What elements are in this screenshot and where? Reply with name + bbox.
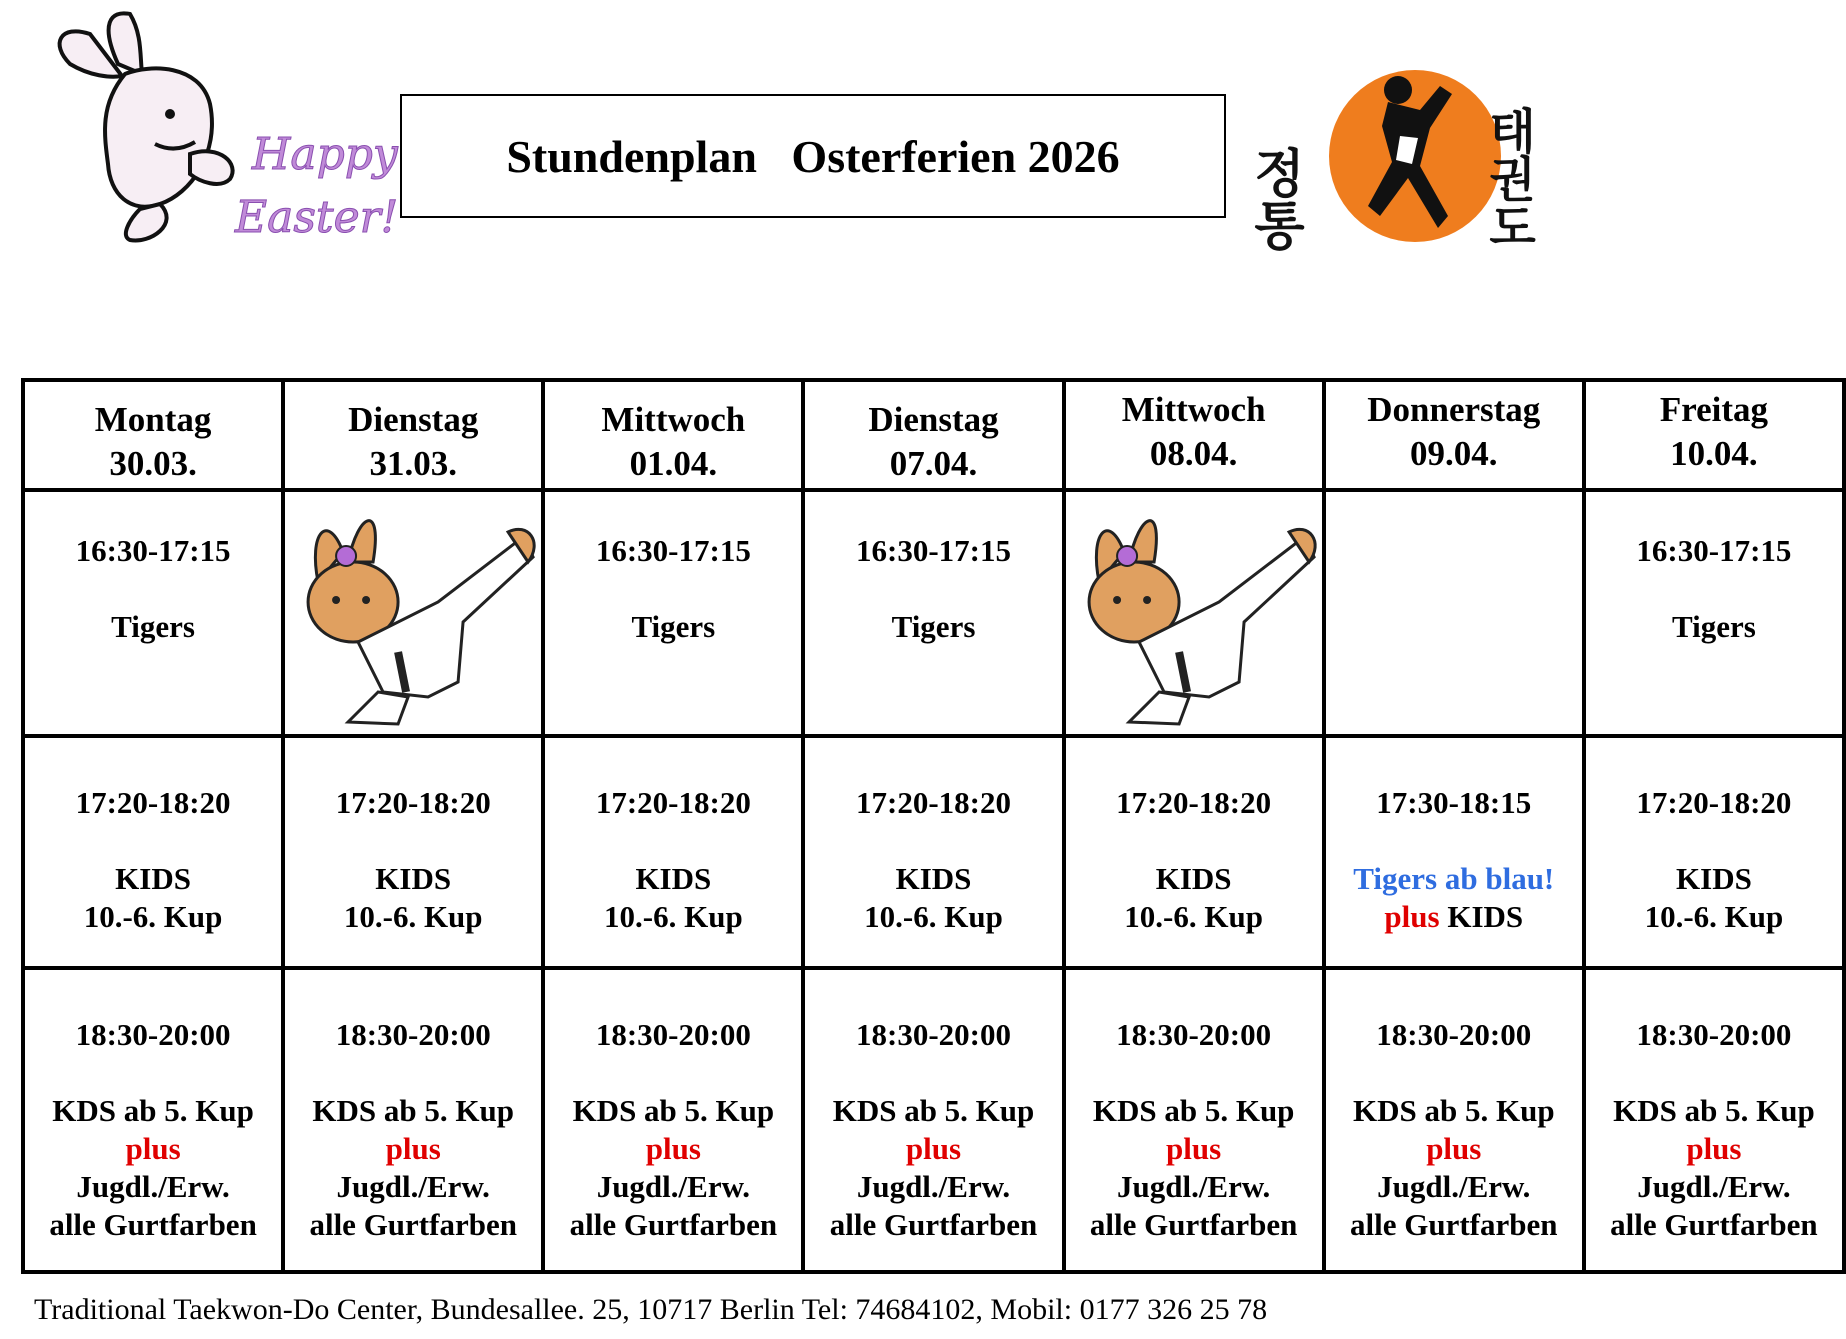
class-cell: 16:30-17:15 Tigers [1584, 490, 1844, 736]
day-header: Mittwoch 01.04. [543, 380, 803, 490]
logo-hangul-right: 태권도 [1480, 106, 1536, 250]
day-header-row [23, 380, 1844, 490]
plus-label: plus [1166, 1131, 1222, 1166]
day-header: Mittwoch 08.04. [1064, 380, 1324, 490]
tigers-ab-blau-note: Tigers ab blau! [1353, 861, 1555, 896]
class-cell: 17:20-18:20 KIDS 10.-6. Kup [803, 736, 1063, 968]
day-header: Dienstag 07.04. [803, 380, 1063, 490]
footer-contact: Traditional Taekwon-Do Center, Bundesallee. 25, 10717 Berlin Tel: 74684102, Mobil: 0177 326 25 78 [34, 1293, 1268, 1326]
class-cell: 17:20-18:20 KIDS 10.-6. Kup [1064, 736, 1324, 968]
happy-text: Happy [252, 129, 398, 180]
empty-cell [1324, 490, 1584, 736]
plus-label: plus [1426, 1131, 1482, 1166]
plus-label: plus [905, 1131, 962, 1166]
page-title: Stundenplan Osterferien 2026 [506, 130, 1120, 182]
class-cell: 18:30-20:00 KDS ab 5. Kup plus Jugdl./Erw. alle Gurtfarben [283, 968, 543, 1272]
karate-bunny-image [285, 492, 541, 734]
plus-label: plus [645, 1131, 701, 1166]
day-header: Freitag 10.04. [1584, 380, 1844, 490]
karate-bunny-image [1066, 492, 1322, 734]
bunny-image-cell [283, 490, 543, 736]
happy-easter-bunny-logo [30, 4, 399, 264]
class-cell: 17:20-18:20 KIDS 10.-6. Kup [1584, 736, 1844, 968]
plus-label: plus [1686, 1131, 1742, 1166]
day-header: Montag 30.03. [23, 380, 283, 490]
class-cell: 18:30-20:00 KDS ab 5. Kup plus Jugdl./Erw. alle Gurtfarben [803, 968, 1063, 1272]
logo-hangul-left: 정통 [1244, 146, 1304, 250]
class-cell: 16:30-17:15 Tigers [23, 490, 283, 736]
bunny-image-cell [1064, 490, 1324, 736]
class-cell: 18:30-20:00 KDS ab 5. Kup plus Jugdl./Erw. alle Gurtfarben [543, 968, 803, 1272]
class-cell: 17:30-18:15 Tigers ab blau! plus KIDS [1324, 736, 1584, 968]
title-box [400, 94, 1226, 218]
class-cell: 18:30-20:00 KDS ab 5. Kup plus Jugdl./Erw. alle Gurtfarben [23, 968, 283, 1272]
class-cell: 17:20-18:20 KIDS 10.-6. Kup [283, 736, 543, 968]
schedule-table [21, 378, 1846, 1274]
plus-label: plus [125, 1131, 181, 1166]
class-cell: 18:30-20:00 KDS ab 5. Kup plus Jugdl./Erw. alle Gurtfarben [1584, 968, 1844, 1272]
class-cell: 16:30-17:15 Tigers [803, 490, 1063, 736]
class-cell: 18:30-20:00 KDS ab 5. Kup plus Jugdl./Erw. alle Gurtfarben [1064, 968, 1324, 1272]
day-header: Donnerstag 09.04. [1324, 380, 1584, 490]
schedule-row-kids [23, 736, 1844, 968]
plus-label: plus [385, 1131, 441, 1166]
schedule-row-kds [23, 968, 1844, 1272]
day-header: Dienstag 31.03. [283, 380, 543, 490]
class-cell: 17:20-18:20 KIDS 10.-6. Kup [23, 736, 283, 968]
plus-label: plus [1384, 899, 1440, 934]
class-cell: 18:30-20:00 KDS ab 5. Kup plus Jugdl./Erw. alle Gurtfarben [1324, 968, 1584, 1272]
class-cell: 16:30-17:15 Tigers [543, 490, 803, 736]
easter-text: Easter! [235, 192, 399, 243]
schedule-row-tigers [23, 490, 1844, 736]
class-cell: 17:20-18:20 KIDS 10.-6. Kup [543, 736, 803, 968]
taekwondo-logo [1244, 66, 1560, 250]
